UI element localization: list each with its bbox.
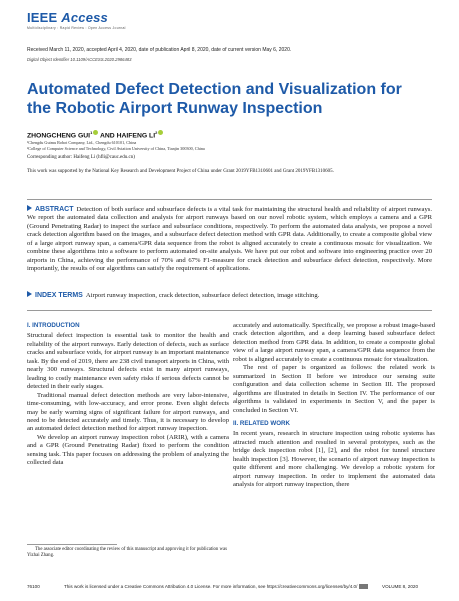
logo-access: Access (61, 10, 108, 25)
funding-note: This work was supported by the National Key Research and Development Project of China under Grant 2019YFB1310601 and Grant 2019YFB1310605. (27, 169, 334, 174)
publication-dates: Received March 11, 2020, accepted April 4, 2020, date of publication April 8, 2020, date of current version May 6, 2020. (27, 47, 292, 53)
right-column (233, 322, 435, 490)
footnote-rule (27, 544, 117, 545)
doi[interactable]: Digital Object Identifier 10.1109/ACCESS.2020.2986483 (27, 57, 132, 62)
section-heading: I. INTRODUCTION (27, 322, 80, 329)
paragraph: accurately and automatically. Specifically, we propose a robust image-based crack detection algorithm, and a deep learning based subsurface defect detection method from GPR data. In addition, to create a composite global view of a large airport runway span, a camera/GPR data sequence from the robot is aligned accurately to create a continuous mosaic for visualization. (233, 322, 435, 363)
triangle-marker-icon (27, 205, 32, 211)
journal-tagline: Multidisciplinary : Rapid Review : Open Access Journal (27, 26, 126, 30)
license-text: This work is licensed under a Creative Commons Attribution 4.0 License. For more information, see https://creativecommons.org/licenses/by/4.0/ (64, 584, 358, 589)
paragraph: Traditional manual defect detection methods are very labor-intensive, time-consuming, with low-accuracy, and error prone. Even slight defects may be early warning signs of significant failure for airport runways, and need to be detected accurately and timely. Thus, it is necessary to develop an automated defect detection method for airport runway inspection. (27, 391, 229, 433)
abstract (27, 205, 432, 274)
orcid-icon[interactable] (93, 130, 98, 135)
section-heading: II. RELATED WORK (233, 419, 290, 427)
affiliation-2: ²College of Computer Science and Technology, Civil Aviation University of China, Tianjin 300300, China (27, 146, 205, 151)
title-line-1: Automated Defect Detection and Visualization for (27, 81, 402, 98)
page-number: 76100 (27, 584, 40, 589)
journal-logo (27, 10, 108, 25)
logo-ieee: IEEE (27, 10, 58, 25)
left-column (27, 322, 229, 468)
author-1[interactable]: ZHONGCHENG GUI (27, 132, 91, 140)
license-line (64, 584, 370, 589)
author-list (27, 130, 163, 139)
paragraph: In recent years, research in structure inspection using robotic systems has attracted much attention and resulted in several prototypes, such as the bridge deck inspection robot [1], [2], and the robot for tunnel structure health inspection [3]. However, the scenario of airport runway inspection is quite different and more challenging. We develop a robotic system for airport runway inspection. In order to implement the automated data analysis for airport runway inspection, there (233, 430, 435, 489)
author-2-affiliation: 2 (155, 130, 158, 135)
creative-commons-icon[interactable] (359, 584, 368, 589)
paragraph: The rest of paper is organized as follows: the related work is summarized in Section II before we introduce our sensing suite configuration and data collection scheme in Section III. The proposed algorithms are illustrated in details in Section IV. The performance of our algorithms is validated in experiments in Section V, and the paper is concluded in Section VI. (233, 364, 435, 414)
paragraph: Structural defect inspection is essential task to monitor the health and reliability of the airport runways. Early detection of defects, such as surface cracks and subsurface voids, for airport runway is an important maintenance task. By the end of 2019, there are 238 civil transport airports in China, with nearly 300 runways. Structural defects exist in many airport runways, leading to costly maintenance even safety risks if serious defects cannot be detected in their early stages. (27, 332, 229, 391)
author-1-affiliation: 1 (90, 130, 93, 135)
abstract-text: Detection of both surface and subsurface defects is a vital task for maintaining the structural health and reliability of airport runways. We report the automated data collection and analysis for airport runways based on our novel robotic system, which employs a camera and a GPR (Ground Penetrating Radar) to inspect the surface and subsurface conditions, respectively. To perform the automated data analysis, we propose a novel crack detection algorithm based on the images, and a subsurface defect detection method with GPR data. Additionally, to create a composite global view of a large airport runway span, a camera/GPR data sequence from the robot is aligned accurately to create a continuous mosaic for visualization. We combine these algorithms into a software to perform automated on-site analysis. We have put our robot and software into engineering practice over 20 airports in China, achieving the performance of 70% and 67% F1-measure for crack detection and subsurface defect detection, respectively. More importantly, the results of our algorithms can satisfy the requirement of applications. (27, 206, 432, 273)
author-2[interactable]: HAIFENG LI (116, 132, 156, 140)
divider (27, 199, 432, 200)
paragraph: We develop an airport runway inspection robot (ARIR), with a camera and a GPR (Ground Penetrating Radar) fixed to perform the condition sensing task. This paper focuses on addressing the problem of analyzing the collected data (27, 433, 229, 467)
footnote-text: The associate editor coordinating the review of this manuscript and approving it for publication was Yizhai Zhang. (27, 547, 227, 558)
divider (27, 310, 432, 311)
triangle-marker-icon (27, 291, 32, 297)
title-line-2: the Robotic Airport Runway Inspection (27, 100, 323, 117)
index-terms-text: Airport runway inspection, crack detection, subsurface defect detection, image stitching. (85, 292, 320, 299)
abstract-label: ABSTRACT (35, 206, 74, 213)
footnote (27, 547, 227, 559)
author-separator: AND (99, 132, 115, 140)
paper-title (27, 80, 427, 118)
index-terms (27, 291, 432, 300)
volume: VOLUME 8, 2020 (382, 584, 419, 589)
index-terms-label: INDEX TERMS (35, 292, 83, 299)
affiliation-1: ¹Chengdu Guimu Robot Company, Ltd., Chengdu 610101, China (27, 140, 137, 145)
corresponding-author: Corresponding author: Haifeng Li (hfli@cauc.edu.cn) (27, 155, 135, 160)
orcid-icon[interactable] (158, 130, 163, 135)
